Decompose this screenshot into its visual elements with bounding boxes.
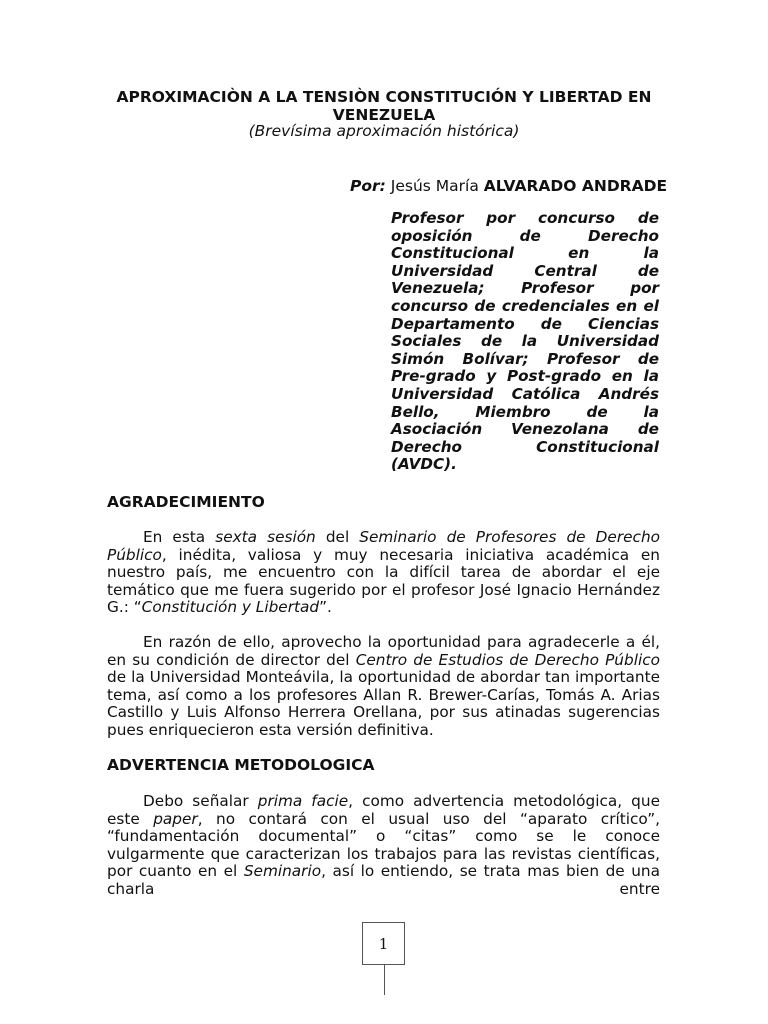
italic-run: Seminario de Profesores de Derecho Público bbox=[107, 528, 661, 564]
text-run: En razón de ello, aprovecho la oportunidad para agradecerle a él, en su condición de director del bbox=[107, 633, 660, 669]
text-run: , inédita, valiosa y muy necesaria iniciativa académica en nuestro país, me encuentro con la difícil tarea de abordar el eje temático que me fuera sugerido por el profesor José Ignacio Hernández G.: “ bbox=[107, 545, 660, 616]
text-run: del bbox=[315, 528, 360, 546]
section-heading-advertencia: ADVERTENCIA METODOLOGICA bbox=[107, 756, 375, 774]
text-run: , como advertencia metodológica, que este bbox=[107, 792, 661, 828]
author-line bbox=[350, 177, 667, 195]
italic-run: paper bbox=[153, 809, 198, 828]
text-run: En esta bbox=[143, 528, 216, 546]
paragraph-agradecimiento-1 bbox=[107, 529, 660, 617]
section-heading-agradecimiento: AGRADECIMIENTO bbox=[107, 493, 265, 511]
page-number: 1 bbox=[378, 934, 389, 953]
paragraph-agradecimiento-2 bbox=[107, 634, 660, 739]
italic-run: Centro de Estudios de Derecho Público bbox=[355, 650, 660, 669]
document-title: APROXIMACIÒN A LA TENSIÒN CONSTITUCIÓN Y LIBERTAD EN VENEZUELA bbox=[116, 88, 652, 124]
text-run: , no contará con el usual uso del “aparato crítico”, “fundamentación documental” o “citas” como se le conoce vulgarmente que caracterizan los trabajos para las revistas científicas, por cuanto en el bbox=[107, 809, 661, 880]
italic-run: Seminario bbox=[243, 862, 322, 880]
text-run: de la Universidad Monteávila, la oportunidad de abordar tan importante tema, así como a los profesores Allan R. Brewer-Carías, Tomás A. Arias Castillo y Luis Alfonso Herrera Orellana, por sus atinadas sugerencias pues enriquecieron esta versión definitiva. bbox=[107, 668, 660, 739]
author-bio: Profesor por concurso de oposición de Derecho Constitucional en la Universidad Central de Venezuela; Profesor por concurso de credenciales en el Departamento de Ciencias Sociales de la Universidad Simón Bolívar; Profesor de Pre-grado y Post-grado en la Universidad Católica Andrés Bello, Miembro de la Asociación Venezolana de Derecho Constitucional (AVDC). bbox=[391, 209, 659, 474]
author-given-name: Jesús María bbox=[390, 177, 479, 195]
page-number-connector bbox=[384, 965, 385, 995]
paragraph-advertencia-1 bbox=[107, 793, 660, 898]
author-surname: ALVARADO ANDRADE bbox=[483, 177, 668, 195]
text-run: , así lo entiendo, se trata mas bien de una charla entre bbox=[107, 862, 661, 898]
italic-run: prima facie bbox=[257, 792, 349, 810]
author-prefix: Por: bbox=[350, 177, 386, 195]
page-number-box bbox=[362, 922, 405, 965]
italic-run: Constitución y Libertad bbox=[141, 598, 320, 616]
document-subtitle: (Brevísima aproximación histórica) bbox=[248, 122, 520, 140]
italic-run: sexta sesión bbox=[215, 528, 316, 546]
text-run: ”. bbox=[319, 598, 332, 616]
text-run: Debo señalar bbox=[143, 792, 258, 810]
